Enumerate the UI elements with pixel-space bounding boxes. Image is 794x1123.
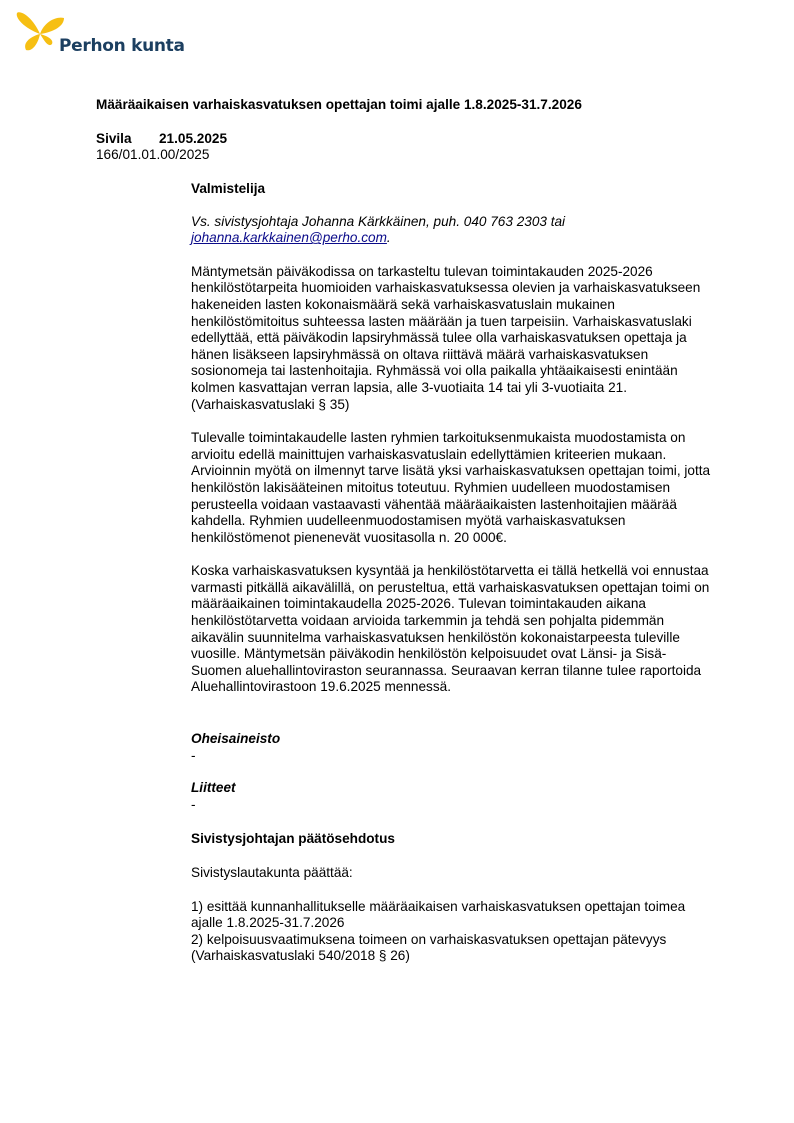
paragraph-3: Koska varhaiskasvatuksen kysyntää ja henkilöstötarvetta ei tällä hetkellä voi ennustaa varmasti pitkällä aikavälillä, on perusteltua, että varhaiskasvatuksen opettajan toimi on määräaikainen toimintakaudella 2025-2026. Tulevan toimintakauden aikana henkilöstötarvetta voidaan arvioida tarkemmin ja tehdä sen pohjalta pidemmän aikavälin suunnitelma varhaiskasvatuksen henkilöstön kokonaistarpeesta tuleville vuosille. Mäntymetsän päiväkodin henkilöstön kelpoisuudet ovat Länsi- ja Sisä-Suomen aluehallintoviraston seurannassa. Seuraavan kerran tilanne tulee raportoida Aluehallintovirastoon 19.6.2025 mennessä. xyxy=(191,563,710,695)
proposal-intro: Sivistyslautakunta päättää: xyxy=(191,865,353,880)
attachments-heading: Liitteet xyxy=(191,780,236,796)
attachments-value: - xyxy=(191,796,196,812)
document-body xyxy=(191,181,711,965)
perho-logo xyxy=(14,10,184,60)
document-title: Määräaikaisen varhaiskasvatuksen opettajan toimi ajalle 1.8.2025-31.7.2026 xyxy=(96,97,582,112)
preparer-heading: Valmistelija xyxy=(191,181,266,196)
document-meta xyxy=(96,131,227,163)
attachments-material-heading: Oheisaineisto xyxy=(191,731,281,747)
record-number: 166/01.01.00/2025 xyxy=(96,147,210,162)
proposal-heading: Sivistysjohtajan päätösehdotus xyxy=(191,831,395,847)
preparer-info xyxy=(191,214,711,247)
proposal-item-2: 2) kelpoisuusvaatimuksena toimeen on varhaiskasvatuksen opettajan pätevyys (Varhaiskasvatuslaki 540/2018 § 26) xyxy=(191,931,667,964)
paragraph-1: Mäntymetsän päiväkodissa on tarkasteltu tulevan toimintakauden 2025-2026 henkilöstötarpeita huomioiden varhaiskasvatuksessa olevien ja varhaiskasvatukseen hakeneiden lasten kokonaismäärä sekä varhaiskasvatuslain mukainen henkilöstömitoitus suhteessa lasten määrään ja tuen tarpeisiin. Varhaiskasvatuslaki edellyttää, että päiväkodin lapsiryhmässä tulee olla varhaiskasvatuksen opettaja ja hänen lisäkseen lapsiryhmässä on oltava riittävä määrä varhaiskasvatuksen sosionomeja tai lastenhoitajia. Ryhmässä voi olla paikalla yhtäaikaisesti enintään kolmen kasvattajan verran lapsia, alle 3-vuotiaita 14 tai yli 3-vuotiaita 21. (Varhaiskasvatuslaki § 35) xyxy=(191,263,701,412)
attachments-material-value: - xyxy=(191,747,196,763)
logo-text: Perhon kunta xyxy=(59,36,185,56)
email-suffix: . xyxy=(386,230,391,246)
paragraph-2: Tulevalle toimintakaudelle lasten ryhmien tarkoituksenmukaista muodostamista on arvioitu edellä mainittujen varhaiskasvatuslain edellyttämien kriteerien mukaan. Arvioinnin myötä on ilmennyt tarve lisätä yksi varhaiskasvatuksen opettajan toimi, jotta henkilöstön lakisääteinen mitoitus toteutuu. Ryhmien uudelleen muodostamisen perusteella voidaan vastaavasti vähentää määräaikaisten lastenhoitajien määrää kahdella. Ryhmien uudelleenmuodostamisen myötä varhaiskasvatuksen henkilöstömenot pienenevät vuositasolla n. 20 000€. xyxy=(191,430,711,545)
meeting-place: Sivila xyxy=(96,131,132,146)
proposal-item-1: 1) esittää kunnanhallitukselle määräaikaisen varhaiskasvatuksen opettajan toimea ajalle 1.8.2025-31.7.2026 xyxy=(191,898,686,931)
preparer-email-link[interactable]: johanna.karkkainen@perho.com xyxy=(191,230,387,246)
meeting-date: 21.05.2025 xyxy=(159,131,228,146)
preparer-name: Vs. sivistysjohtaja Johanna Kärkkäinen, puh. 040 763 2303 tai xyxy=(191,213,566,229)
